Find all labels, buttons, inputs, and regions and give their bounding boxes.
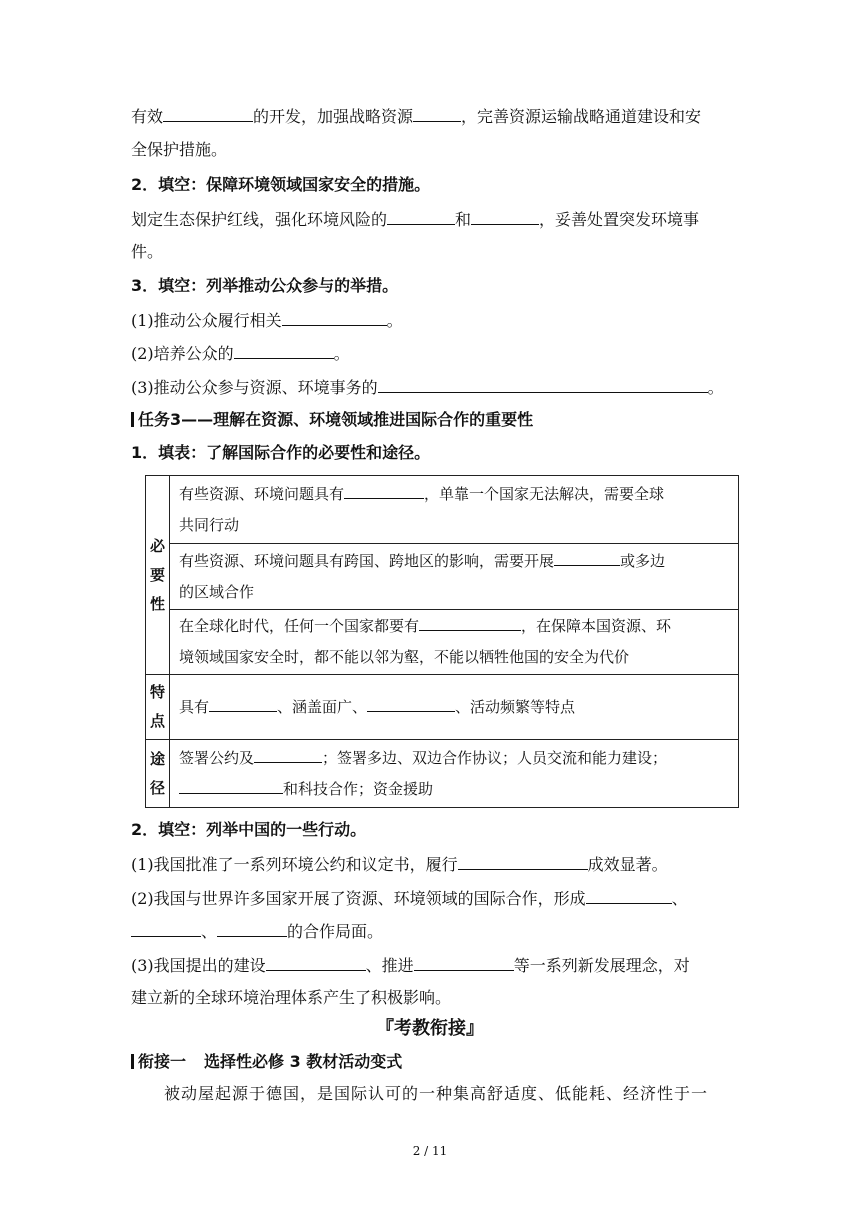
fill-blank [131,921,201,937]
text: 全保护措施。 [131,140,228,159]
fill-blank [163,106,253,122]
text: 。 [333,344,350,363]
text: 、推进 [365,956,414,975]
text-line [131,921,383,942]
text: ，单靠一个国家无法解决，需要全球 [424,484,665,503]
link-title: 选择性必修 3 教材活动变式 [204,1052,403,1071]
header-char: 必 [149,536,165,555]
fill-blank [586,888,672,904]
header-char: 要 [149,565,165,584]
table-cell [170,740,739,808]
text: 具有 [179,697,210,716]
text: (1)推动公众履行相关 [131,311,282,330]
fill-blank [413,106,461,122]
section-bar-icon [131,1054,134,1069]
section-title: 『考教衔接』 [376,1018,484,1039]
text: 和 [455,210,472,229]
text-line [131,854,668,875]
task-label: 任务3 [138,410,182,429]
text: 有些资源、环境问题具有 [179,484,345,503]
text: ，在保障本国资源、环 [521,617,672,635]
fill-blank [179,778,283,794]
table-row [146,740,739,808]
text: 、活动频繁等特点 [455,697,576,716]
table-cell [170,476,739,544]
fill-blank [344,483,424,499]
text: 件。 [131,242,164,261]
fill-blank [254,747,322,763]
text: (3)推动公众参与资源、环境事务的 [131,378,378,397]
fill-blank [234,343,334,359]
text: 、 [201,922,218,941]
text: (3)我国提出的建设 [131,956,266,975]
fill-blank [378,377,708,393]
text: 划定生态保护红线，强化环境风险的 [131,210,388,229]
header-char: 径 [149,778,165,797]
text: 的开发，加强战略资源 [253,107,414,126]
cooperation-table [145,475,739,808]
text: 和科技合作；资金援助 [283,779,434,798]
text-line [131,988,451,1008]
text: 、 [671,889,688,908]
text: 。 [386,311,403,330]
fill-blank [217,921,287,937]
fill-blank [471,209,539,225]
text-line [131,140,227,160]
link-label: 衔接一 [138,1052,187,1071]
task-heading [131,410,533,430]
fill-blank [554,550,620,566]
text: ，妥善处置突发环境事 [539,210,700,229]
link-heading [131,1052,402,1072]
fill-blank [414,955,514,971]
fill-blank [367,696,455,712]
text-line [131,343,350,364]
text-line [131,955,690,976]
text: 签署公约及 [179,748,255,767]
text: ；签署多边、双边合作协议；人员交流和能力建设； [322,748,668,767]
text: 等一系列新发展理念，对 [513,956,690,975]
row-header-ways [146,740,170,808]
text: ，完善资源运输战略通道建设和安 [461,107,702,126]
text: (2)我国与世界许多国家开展了资源、环境领域的国际合作，形成 [131,889,586,908]
table-row [146,544,739,610]
row-header-necessity [146,476,170,675]
task-title: ——理解在资源、环境领域推进国际合作的重要性 [181,410,534,429]
question-heading: 2．填空：列举中国的一些行动。 [131,820,367,839]
page-number: 2 / 11 [412,1144,448,1158]
text-line [131,310,403,331]
text: 共同行动 [179,515,240,534]
text: 境领域国家安全时，都不能以邻为壑，不能以牺牲他国的安全为代价 [179,648,630,666]
fill-blank [266,955,366,971]
text-line [131,106,701,127]
text-line [131,242,163,262]
text: (2)培养公众的 [131,344,234,363]
fill-blank [209,696,277,712]
question-heading: 1．填表：了解国际合作的必要性和途径。 [131,443,431,462]
table-row [146,675,739,740]
table-row [146,610,739,675]
fill-blank [419,615,521,631]
row-header-features [146,675,170,740]
question-heading: 3．填空：列举推动公众参与的举措。 [131,276,399,295]
section-bar-icon [131,412,134,427]
table-row [146,476,739,544]
text: 有些资源、环境问题具有跨国、跨地区的影响，需要开展 [179,551,555,570]
fill-blank [387,209,455,225]
header-char: 点 [149,712,165,730]
table-cell [170,610,739,675]
fill-blank [458,854,588,870]
text-line [131,209,699,230]
question-heading: 2．填空：保障环境领域国家安全的措施。 [131,175,431,194]
text-line [131,377,724,398]
text-line [131,888,688,909]
text: (1)我国批准了一系列环境公约和议定书，履行 [131,855,458,874]
paragraph: 被动屋起源于德国，是国际认可的一种集高舒适度、低能耗、经济性于一 [164,1084,709,1103]
text: 的合作局面。 [287,922,384,941]
header-char: 途 [149,749,165,768]
text: 成效显著。 [587,855,668,874]
text: 、涵盖面广、 [277,697,368,716]
table-cell [170,544,739,610]
text: 有效 [131,107,164,126]
fill-blank [282,310,387,326]
text: 或多边 [620,551,666,570]
table-cell [170,675,739,740]
header-char: 特 [149,683,165,701]
text: 在全球化时代，任何一个国家都要有 [179,617,420,635]
text: 的区域合作 [179,582,255,601]
text: 。 [707,378,724,397]
text: 建立新的全球环境治理体系产生了积极影响。 [131,988,452,1007]
header-char: 性 [149,594,165,613]
